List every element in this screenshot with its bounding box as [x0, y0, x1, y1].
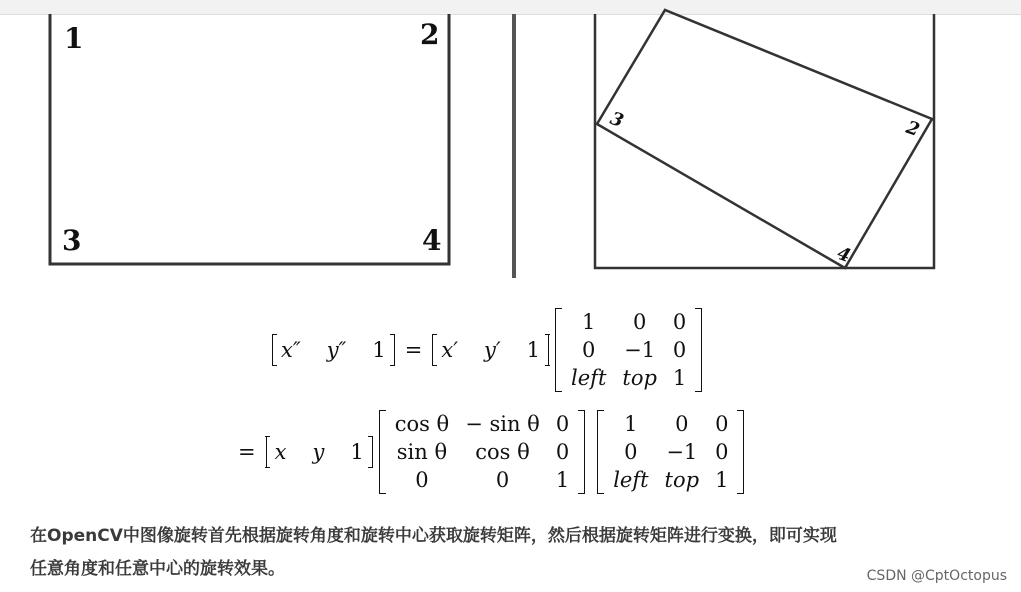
m2-cell: 0 — [675, 412, 689, 436]
description-paragraph — [30, 520, 970, 586]
m2-cell: −1 — [666, 440, 698, 464]
description-line-1: 在OpenCV中图像旋转首先根据旋转角度和旋转中心获取旋转矩阵，然后根据旋转矩阵进行变换，即可实现 — [30, 526, 837, 546]
csdn-watermark: CSDN @CptOctopus — [866, 568, 1007, 584]
equals-sign-1: = — [404, 338, 423, 362]
m1-cell: 0 — [672, 338, 687, 362]
vec-x-prime: x′ — [441, 338, 459, 362]
lhs-y: y″ — [326, 338, 347, 362]
m1-cell: 0 — [632, 310, 647, 334]
description-line-2: 任意角度和任意中心的旋转效果。 — [30, 559, 285, 579]
lhs-one: 1 — [372, 338, 386, 362]
vec-one-2: 1 — [350, 440, 364, 464]
prime-vector — [432, 335, 549, 365]
vec-y: y — [312, 440, 325, 464]
equals-sign-2: = — [238, 440, 256, 464]
rot-cell: cos θ — [394, 412, 450, 436]
m1-cell: −1 — [624, 338, 656, 362]
m1-cell: 1 — [582, 310, 596, 334]
rot-cell: 1 — [555, 468, 570, 492]
equation-line-1 — [272, 308, 708, 392]
m2-cell: 1 — [624, 412, 638, 436]
left-corner-3: 3 — [62, 224, 82, 257]
m1-cell-left: left — [571, 366, 607, 390]
equation-line-2 — [238, 410, 750, 494]
rot-cell: 0 — [415, 468, 429, 492]
translation-matrix-1 — [555, 308, 702, 392]
vec-one: 1 — [526, 338, 541, 362]
vec-y-prime: y′ — [484, 338, 501, 362]
left-corner-2: 2 — [420, 18, 440, 51]
rot-cell: 0 — [555, 440, 570, 464]
vec-x: x — [274, 440, 287, 464]
left-rectangle — [50, 14, 449, 264]
rot-cell: sin θ — [396, 440, 448, 464]
m2-cell: 1 — [715, 468, 729, 492]
m1-cell: 0 — [582, 338, 596, 362]
lhs-x: x″ — [281, 338, 301, 362]
m1-cell: 1 — [672, 366, 687, 390]
rot-cell: − sin θ — [465, 412, 540, 436]
translation-matrix-2 — [597, 410, 744, 494]
left-corner-4: 4 — [422, 224, 442, 257]
left-corner-1: 1 — [64, 22, 84, 55]
rot-cell: 0 — [495, 468, 510, 492]
m2-cell-left: left — [613, 468, 649, 492]
m2-cell: 0 — [624, 440, 638, 464]
m1-cell: 0 — [672, 310, 687, 334]
rot-cell: 0 — [555, 412, 570, 436]
rotation-matrix — [379, 410, 585, 494]
m2-cell-top: top — [664, 468, 700, 492]
right-bounding-box — [595, 14, 934, 268]
right-corner-4: 4 — [834, 242, 854, 267]
right-corner-2: 2 — [903, 116, 923, 141]
rot-cell: cos θ — [475, 440, 530, 464]
rotated-rectangle — [597, 10, 932, 268]
xy-vector — [266, 437, 373, 467]
right-corner-3: 3 — [607, 107, 627, 132]
m2-cell: 0 — [715, 412, 729, 436]
lhs-vector — [272, 335, 395, 365]
m2-cell: 0 — [715, 440, 729, 464]
m1-cell-top: top — [622, 366, 657, 390]
